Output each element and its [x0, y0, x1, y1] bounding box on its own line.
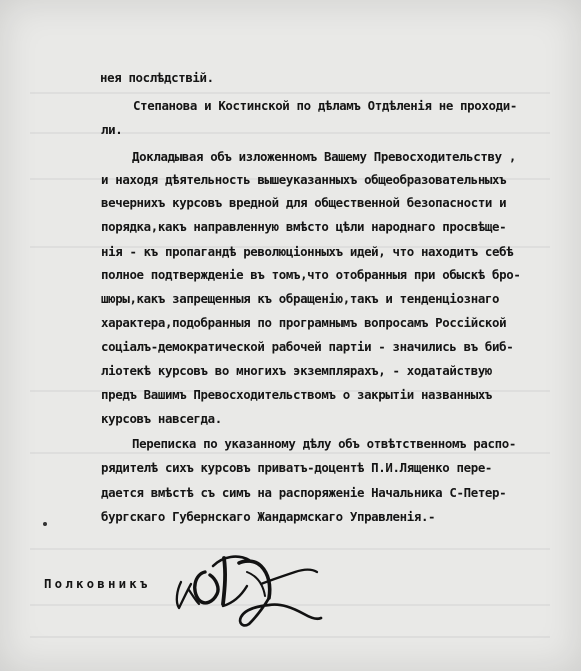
text-line: предъ Вашимъ Превосходительствомъ о закрытіи названныхъ	[101, 387, 493, 402]
text-line: ли.	[101, 122, 123, 137]
handwritten-signature	[165, 548, 325, 634]
signer-title: Полковникъ	[44, 576, 151, 591]
text-line: дается вмѣстѣ съ симъ на распоряженіе Начальника С-Петер-	[101, 485, 507, 500]
text-line: шюры,какъ запрещенныя къ обращенію,такъ и тенденціознаго	[101, 291, 500, 306]
text-line: характера,подобранныя по програмнымъ вопросамъ Россійской	[101, 315, 507, 330]
text-line: вечернихъ курсовъ вредной для общественной безопасности и	[101, 195, 507, 210]
text-line: Переписка по указанному дѣлу объ отвѣтственномъ распо-	[132, 436, 516, 451]
text-line: ліотекѣ курсовъ во многихъ экземплярахъ, - ходатайствую	[101, 363, 493, 378]
text-line: нея послѣдствій.	[100, 70, 214, 85]
text-line: курсовъ навсегда.	[101, 411, 222, 426]
text-line: Докладывая объ изложенномъ Вашему Превосходительству ,	[132, 149, 516, 164]
ink-dot	[43, 522, 47, 526]
text-line: бургскаго Губернскаго Жандармскаго Управленія.-	[101, 509, 436, 524]
text-line: полное подтвержденіе въ томъ,что отобранныя при обыскѣ бро-	[101, 267, 521, 282]
text-line: рядителѣ сихъ курсовъ приватъ-доцентѣ П.И.Лященко пере-	[101, 460, 493, 475]
text-line: порядка,какъ направленную вмѣсто цѣли народнаго просвѣще-	[101, 219, 507, 234]
text-line: и находя дѣятельность вышеуказанныхъ общеобразовательныхъ	[101, 172, 507, 187]
text-line: соціалъ-демократической рабочей партіи - значились въ биб-	[101, 339, 514, 354]
text-line: нія - къ пропагандѣ революціонныхъ идей, что находитъ себѣ	[101, 244, 514, 259]
text-line: Степанова и Костинской по дѣламъ Отдѣленія не проходи-	[133, 98, 517, 113]
